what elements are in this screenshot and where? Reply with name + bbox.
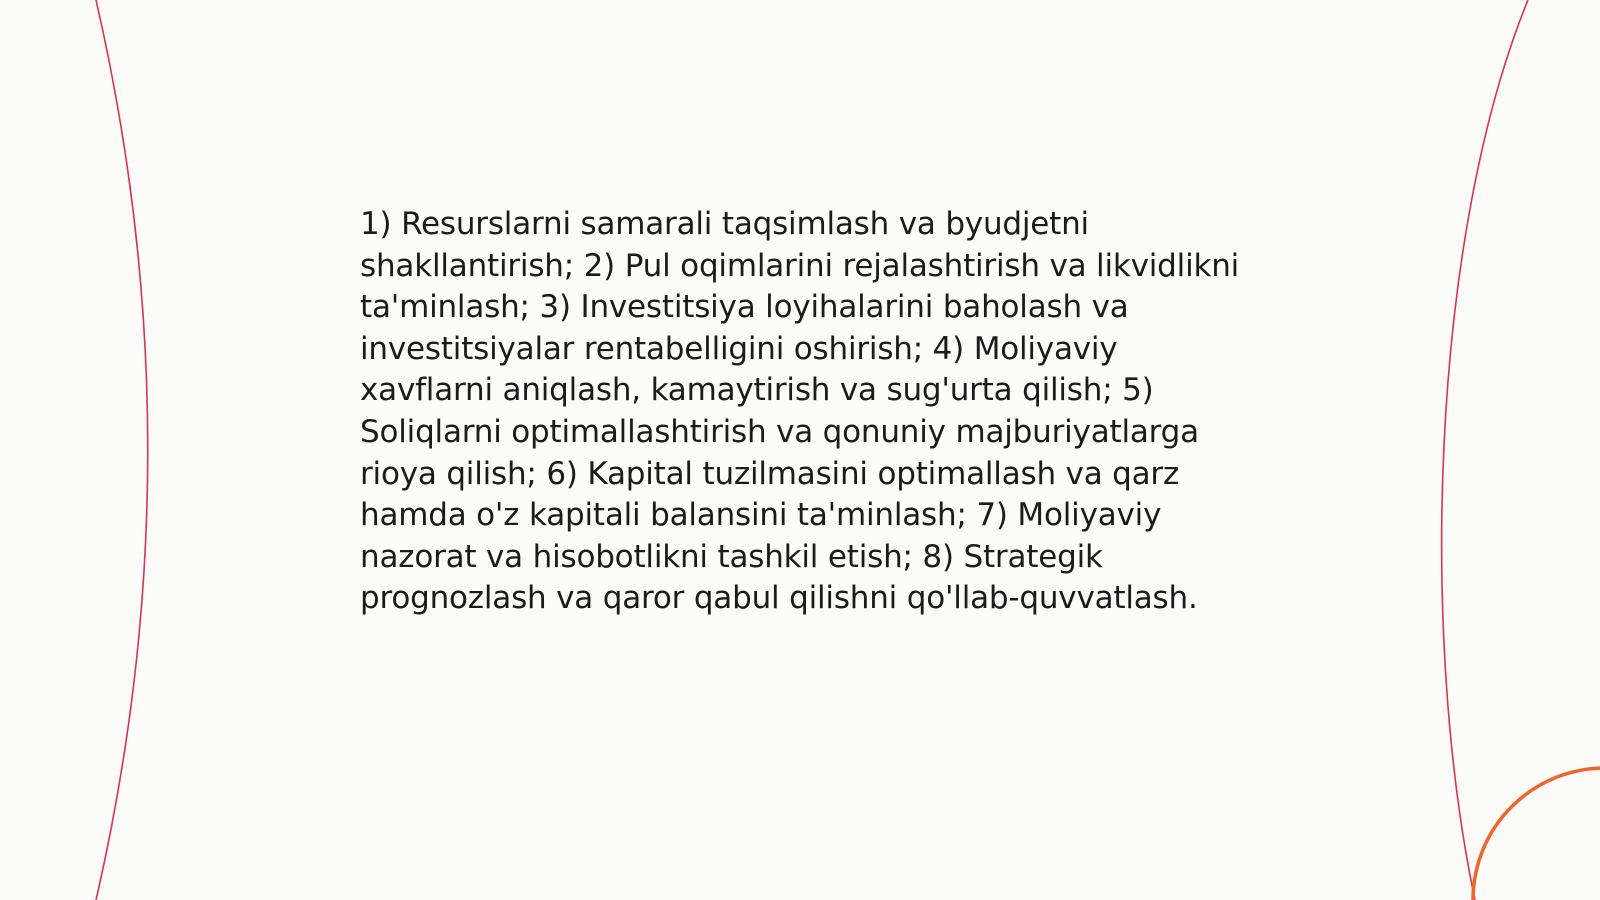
slide-body-text: 1) Resurslarni samarali taqsimlash va byudjetni shakllantirish; 2) Pul oqimlarini rejalashtirish va likvidlikni ta'minlash; 3) Investitsiya loyihalarini baholash va investitsiyalar rentabelligini oshirish; 4) Moliyaviy xavflarni aniqlash, kamaytirish va sug'urta qilish; 5) Soliqlarni optimallashtirish va qonuniy majburiyatlarga rioya qilish; 6) Kapital tuzilmasini optimallash va qarz hamda o'z kapitali balansini ta'minlash; 7) Moliyaviy nazorat va hisobotlikni tashkil etish; 8) Strategik prognozlash va qaror qabul qilishni qo'llab-quvvatlash. xyxy=(360,206,1240,617)
accent-circle xyxy=(1473,768,1600,900)
left-curve xyxy=(96,0,148,900)
right-curve xyxy=(1442,0,1528,900)
